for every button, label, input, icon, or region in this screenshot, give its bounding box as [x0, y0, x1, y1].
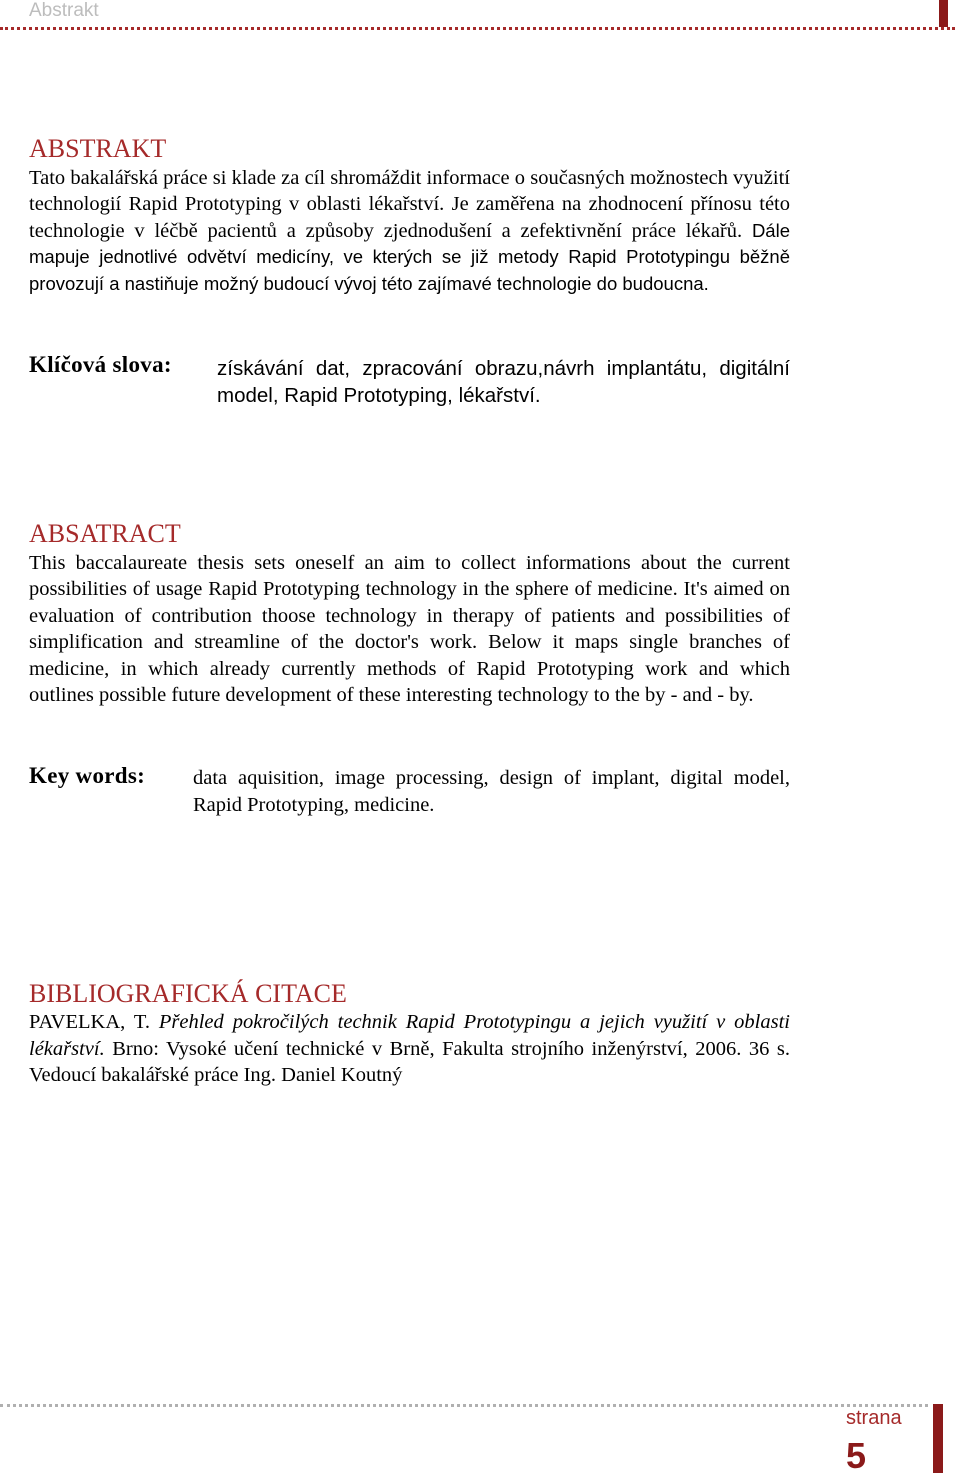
abstrakt-text-serif: Tato bakalářská práce si klade za cíl shromáždit informace o současných možnostech využití technologií Rapid Prototyping v oblasti lékařství. Je zaměřena na zhodnocení přínosu této technologie v léčbě pacientů a způsoby zjednodušení a zefektivnění práce lékařů.: [29, 167, 790, 242]
abstrakt-heading: ABSTRAKT: [29, 134, 167, 163]
footer-label: strana: [846, 1407, 902, 1429]
abstrakt-text-sans: Dále mapuje jednotlivé odvětví medicíny, ve kterých se již metody Rapid Prototypingu běžně provozují a nastiňuje možný budoucí vývoj této zajímavé technologie do budoucna.: [29, 219, 790, 294]
citace-title: Přehled pokročilých technik Rapid Prototypingu a jejich využití v oblasti lékařství.: [29, 1011, 790, 1060]
running-header-title: Abstrakt: [29, 0, 99, 21]
header-mark: [939, 0, 948, 27]
citace-rest: Brno: Vysoké učení technické v Brně, Fakulta strojního inženýrství, 2006. 36 s. Vedoucí bakalářské práce Ing. Daniel Koutný: [29, 1037, 790, 1087]
absatract-paragraph: This baccalaureate thesis sets oneself an aim to collect informations about the current possibilities of usage Rapid Prototyping technology in the sphere of medicine. It's aimed on evaluation of contribution thoose technology in therapy of patients and possibilities of simplification and streamline of the doctor's work. Below it maps single branches of medicine, in which already currently methods of Rapid Prototyping work and which outlines possible future development of these interesting technology to the by - and - by.: [29, 552, 790, 707]
abstrakt-keywords-text: získávání dat, zpracování obrazu,návrh implantátu, digitální model, Rapid Prototyping, lékařství.: [217, 357, 790, 407]
abstrakt-keywords-label: Klíčová slova:: [29, 352, 172, 377]
citace-heading: BIBLIOGRAFICKÁ CITACE: [29, 979, 347, 1008]
absatract-heading: ABSATRACT: [29, 519, 181, 548]
footer-bar: [933, 1404, 943, 1473]
abstrakt-paragraph: [29, 165, 790, 297]
citace-author: PAVELKA, T.: [29, 1011, 159, 1033]
absatract-keywords-label: Key words:: [29, 763, 146, 788]
absatract-keywords-text: data aquisition, image processing, design of implant, digital model, Rapid Prototyping, medicine.: [193, 767, 790, 816]
footer-rule: [0, 1404, 928, 1407]
header-rule: [0, 27, 955, 30]
page-number: 5: [846, 1435, 867, 1476]
citace-paragraph: [29, 1009, 790, 1089]
